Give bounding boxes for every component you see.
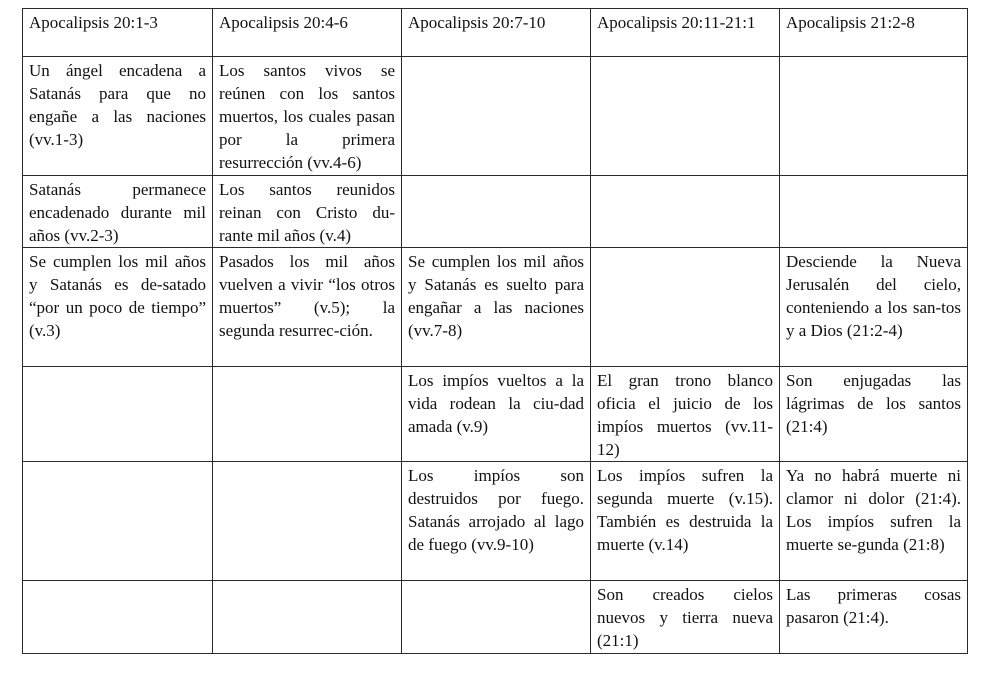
table-row xyxy=(23,176,968,248)
column-header: Apocalipsis 20:4-6 xyxy=(213,9,402,57)
table-cell: Los impíos sufren la segunda muerte (v.15). También es destruida la muerte (v.14) xyxy=(591,462,780,581)
document-page xyxy=(22,8,968,654)
table-cell: Ya no habrá muerte ni clamor ni dolor (21:4). Los impíos sufren la muerte se-gunda (21:8) xyxy=(780,462,968,581)
table-cell xyxy=(780,57,968,176)
table-cell: Los impíos son destruidos por fuego. Satanás arrojado al lago de fuego (vv.9-10) xyxy=(402,462,591,581)
table-cell: Satanás permanece encadenado durante mil años (vv.2-3) xyxy=(23,176,213,248)
table-row xyxy=(23,248,968,367)
table-cell xyxy=(402,176,591,248)
table-cell xyxy=(213,462,402,581)
table-cell: El gran trono blanco oficia el juicio de los impíos muertos (vv.11-12) xyxy=(591,367,780,462)
table-cell xyxy=(591,176,780,248)
column-header: Apocalipsis 20:1-3 xyxy=(23,9,213,57)
column-header: Apocalipsis 20:11-21:1 xyxy=(591,9,780,57)
header-row xyxy=(23,9,968,57)
table-cell: Las primeras cosas pasaron (21:4). xyxy=(780,581,968,654)
table-cell: Los impíos vueltos a la vida rodean la ciu-dad amada (v.9) xyxy=(402,367,591,462)
table-cell xyxy=(402,581,591,654)
table-cell xyxy=(23,581,213,654)
table-cell: Desciende la Nueva Jerusalén del cielo, conteniendo a los san-tos y a Dios (21:2-4) xyxy=(780,248,968,367)
table-row xyxy=(23,462,968,581)
table-cell: Son creados cielos nuevos y tierra nueva (21:1) xyxy=(591,581,780,654)
table-cell xyxy=(780,176,968,248)
revelation-sequence-table xyxy=(22,8,968,654)
table-cell: Se cumplen los mil años y Satanás es suelto para engañar a las naciones (vv.7-8) xyxy=(402,248,591,367)
table-cell xyxy=(591,248,780,367)
table-cell xyxy=(23,367,213,462)
table-row xyxy=(23,367,968,462)
table-cell: Son enjugadas las lágrimas de los santos (21:4) xyxy=(780,367,968,462)
table-cell: Un ángel encadena a Satanás para que no engañe a las naciones (vv.1-3) xyxy=(23,57,213,176)
table-cell xyxy=(213,367,402,462)
table-cell xyxy=(23,462,213,581)
table-cell: Los santos reunidos reinan con Cristo du-rante mil años (v.4) xyxy=(213,176,402,248)
table-row xyxy=(23,57,968,176)
table-cell xyxy=(213,581,402,654)
table-cell: Los santos vivos se reúnen con los santos muertos, los cuales pasan por la primera resurrección (vv.4-6) xyxy=(213,57,402,176)
table-cell xyxy=(402,57,591,176)
column-header: Apocalipsis 20:7-10 xyxy=(402,9,591,57)
table-row xyxy=(23,581,968,654)
table-cell: Se cumplen los mil años y Satanás es de-satado “por un poco de tiempo” (v.3) xyxy=(23,248,213,367)
table-cell xyxy=(591,57,780,176)
column-header: Apocalipsis 21:2-8 xyxy=(780,9,968,57)
table-cell: Pasados los mil años vuelven a vivir “los otros muertos” (v.5); la segunda resurrec-ción. xyxy=(213,248,402,367)
